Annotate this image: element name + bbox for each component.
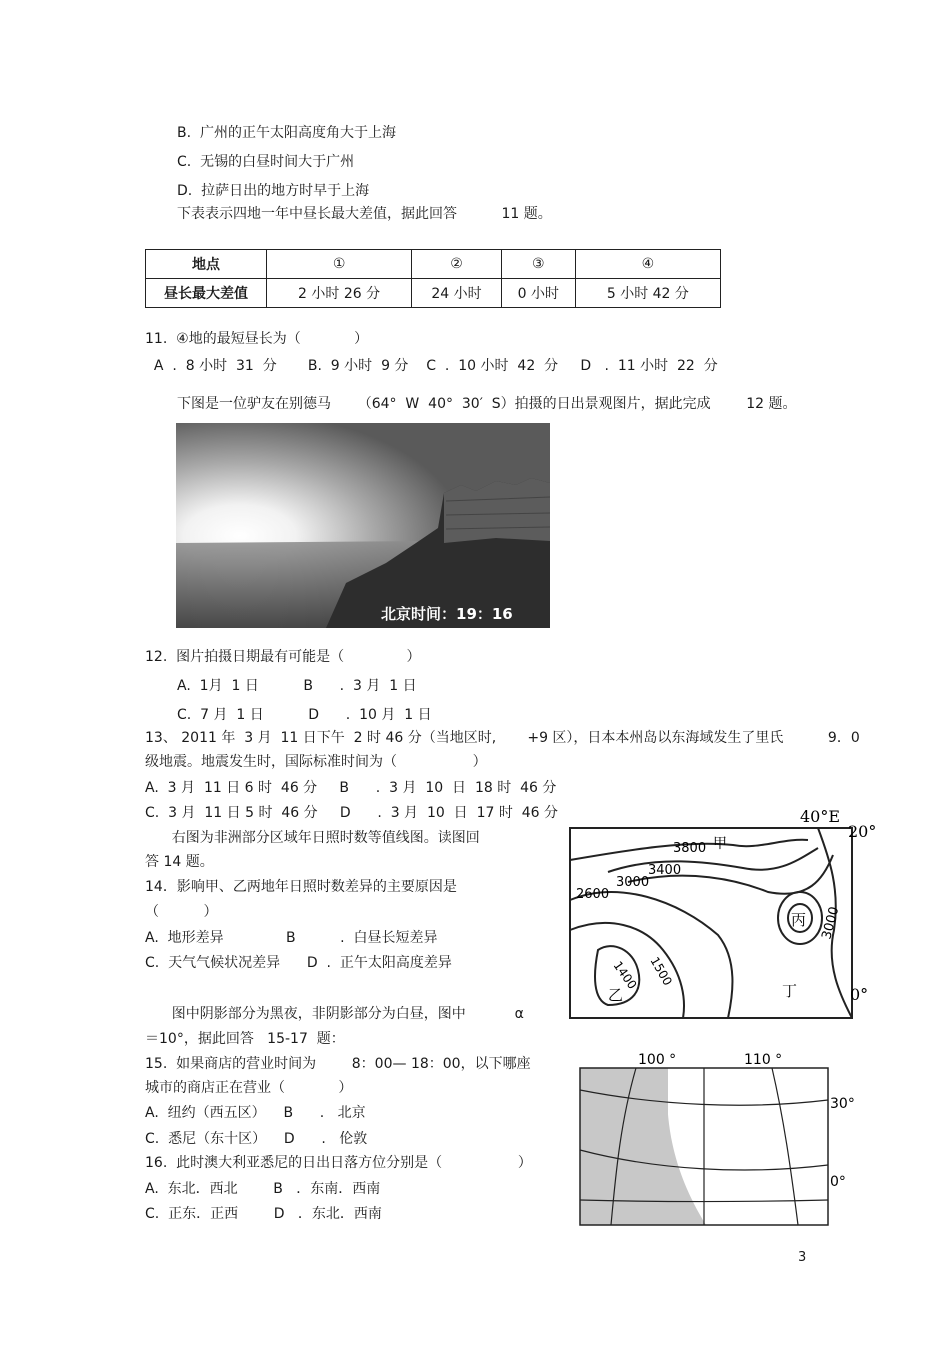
- q10-option-b: B. 广州的正午太阳高度角大于上海: [177, 125, 396, 141]
- table-cell: 2 小时 26 分: [267, 279, 412, 308]
- q10-option-c: C. 无锡的白昼时间大于广州: [177, 154, 355, 170]
- map1-label: 3400: [648, 863, 682, 878]
- map1-label: 乙: [608, 986, 624, 1004]
- map2-latitude-30: 30°: [830, 1096, 855, 1112]
- q14-options-ab: A. 地形差异 B . 白昼长短差异: [145, 930, 438, 946]
- table-cell: 24 小时: [412, 279, 502, 308]
- page-number: 3: [798, 1250, 807, 1265]
- sunrise-photo: [176, 423, 550, 628]
- map1-label: 甲: [713, 836, 727, 852]
- map1-label: 3000: [616, 875, 650, 890]
- q11-stem: 11. ④地的最短昼长为（ ）: [145, 331, 369, 347]
- map1-label: 2600: [576, 887, 610, 902]
- q15-stem-line1: 15. 如果商店的营业时间为 8：00— 18：00，以下哪座: [145, 1056, 531, 1072]
- q11-intro: 下表表示四地一年中昼长最大差值，据此回答 11 题。: [177, 206, 552, 222]
- table-cell: 昼长最大差值: [146, 279, 267, 308]
- q14-options-cd: C. 天气气候状况差异 D . 正午太阳高度差异: [145, 955, 452, 971]
- q14-answer-paren: （ ）: [145, 904, 218, 920]
- map1-label: 丙: [791, 911, 807, 929]
- table-row: [146, 279, 721, 308]
- q14-intro-line2: 答 14 题。: [145, 854, 214, 870]
- q12-intro: 下图是一位驴友在别德马 （64° W 40° 30′ S）拍摄的日出景观图片，据此完成 12 题。: [177, 396, 797, 412]
- q10-option-d: D. 拉萨日出的地方时早于上海: [177, 183, 370, 199]
- map2-longitude-110: 110 °: [744, 1052, 783, 1068]
- q13-stem-line1: 13、 2011 年 3 月 11 日下午 2 时 46 分（当地区时, +9 区），日本本州岛以东海域发生了里氏 9．0: [145, 730, 860, 746]
- day-night-map: [576, 1050, 866, 1230]
- map1-label: 3000: [819, 905, 843, 942]
- q16-options-cd: C. 正东．正西 D ．东北．西南: [145, 1206, 382, 1222]
- table-row: [146, 250, 721, 279]
- table-cell: ①: [267, 250, 412, 279]
- map1-label: 3800: [673, 841, 707, 856]
- table-cell: ④: [575, 250, 720, 279]
- map1-latitude-bottom: 0°: [850, 985, 869, 1004]
- q14-intro-line1: 右图为非洲部分区域年日照时数等值线图。读图回: [145, 830, 480, 846]
- q11-options: A . 8 小时 31 分 B. 9 小时 9 分 C . 10 小时 42 分 D . 11 小时 22 分: [145, 358, 718, 374]
- q13-stem-line2: 级地震。地震发生时，国际标准时间为（ ）: [145, 754, 487, 770]
- table-cell: 5 小时 42 分: [575, 279, 720, 308]
- q15-options-cd: C. 悉尼（东十区） D . 伦敦: [145, 1131, 368, 1147]
- africa-sunshine-isoline-map: [568, 800, 898, 1022]
- photo-caption: 北京时间：19：16: [381, 605, 513, 623]
- table-cell: ②: [412, 250, 502, 279]
- map1-label: 1500: [647, 954, 675, 988]
- q14-stem: 14．影响甲、乙两地年日照时数差异的主要原因是: [145, 879, 457, 895]
- q15-stem-line2: 城市的商店正在营业（ ）: [145, 1080, 353, 1096]
- table-cell: 0 小时: [501, 279, 575, 308]
- map2-latitude-0: 0°: [830, 1174, 846, 1190]
- q16-stem: 16. 此时澳大利亚悉尼的日出日落方位分别是（ ）: [145, 1155, 532, 1171]
- map1-longitude-label: 40°E: [800, 807, 841, 826]
- q13-options-ab: A. 3 月 11 日 6 时 46 分 B . 3 月 10 日 18 时 46 分: [145, 780, 557, 796]
- q15-intro-line1: 图中阴影部分为黑夜，非阴影部分为白昼，图中 α: [145, 1006, 524, 1022]
- table-cell: ③: [501, 250, 575, 279]
- q12-options-cd: C. 7 月 1 日 D . 10 月 1 日: [177, 707, 432, 723]
- q12-options-ab: A. 1月 1 日 B . 3 月 1 日: [177, 678, 417, 694]
- q12-stem: 12. 图片拍摄日期最有可能是（ ）: [145, 649, 421, 665]
- map1-label: 1400: [610, 958, 640, 992]
- table-cell: 地点: [146, 250, 267, 279]
- q16-options-ab: A. 东北．西北 B ．东南．西南: [145, 1181, 381, 1197]
- map1-label: 丁: [782, 982, 798, 1000]
- q13-options-cd: C. 3 月 11 日 5 时 46 分 D . 3 月 10 日 17 时 46 分: [145, 805, 559, 821]
- map1-latitude-top: 20°: [848, 822, 877, 841]
- day-length-table: [145, 249, 721, 308]
- q15-options-ab: A. 纽约（西五区） B . 北京: [145, 1105, 366, 1121]
- q15-intro-line2: ＝10°，据此回答 15-17 题：: [145, 1031, 345, 1047]
- map2-longitude-100: 100 °: [638, 1052, 677, 1068]
